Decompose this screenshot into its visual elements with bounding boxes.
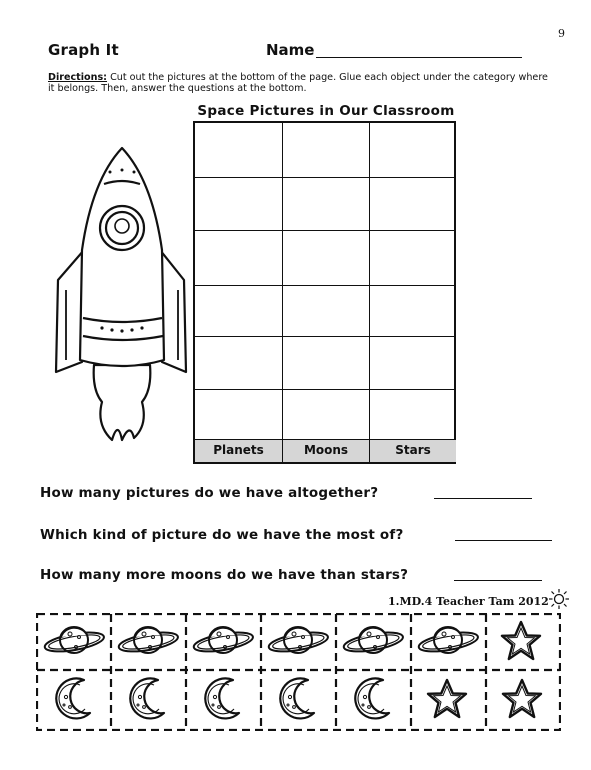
question-1: How many pictures do we have altogether? — [40, 485, 379, 501]
cutout-planet-icon[interactable] — [43, 627, 105, 655]
cutout-planet-icon[interactable] — [117, 627, 179, 655]
answer-line-2[interactable] — [455, 540, 552, 541]
directions — [48, 72, 553, 94]
graph-cell[interactable] — [370, 178, 456, 231]
credit-text: 1.MD.4 Teacher Tam 2012 — [388, 595, 549, 608]
cutout-star-icon[interactable] — [428, 680, 466, 717]
directions-text: Cut out the pictures at the bottom of the page. Glue each object under the category where it belongs. Then, answer the questions at the bottom. — [48, 72, 548, 94]
cutout-planet-icon[interactable] — [192, 627, 254, 655]
answer-line-1[interactable] — [434, 498, 532, 499]
cutout-strip — [36, 613, 561, 731]
picture-graph — [193, 121, 456, 464]
cutout-planet-icon[interactable] — [267, 627, 329, 655]
rocket-icon — [52, 140, 192, 450]
graph-title: Space Pictures in Our Classroom — [197, 103, 455, 119]
category-label-planets: Planets — [195, 440, 283, 462]
graph-cell[interactable] — [370, 337, 456, 390]
category-label-stars: Stars — [370, 440, 456, 462]
graph-cell[interactable] — [195, 231, 283, 286]
cutout-moon-icon[interactable] — [130, 678, 164, 718]
sun-icon — [548, 588, 570, 610]
graph-cell[interactable] — [195, 390, 283, 440]
directions-label: Directions: — [48, 72, 108, 83]
graph-cell[interactable] — [370, 231, 456, 286]
worksheet-title: Graph It — [48, 41, 119, 59]
graph-cell[interactable] — [283, 337, 370, 390]
graph-cell[interactable] — [370, 286, 456, 337]
cutout-moon-icon[interactable] — [355, 678, 389, 718]
graph-cell[interactable] — [195, 337, 283, 390]
graph-cell[interactable] — [370, 123, 456, 178]
graph-cell[interactable] — [283, 178, 370, 231]
name-label: Name — [266, 41, 315, 59]
cutout-planet-icon[interactable] — [417, 627, 479, 655]
page-number: 9 — [558, 27, 565, 40]
graph-cell[interactable] — [283, 286, 370, 337]
graph-cell[interactable] — [195, 123, 283, 178]
cutout-planet-icon[interactable] — [342, 627, 404, 655]
name-line — [316, 57, 522, 58]
cutout-moon-icon[interactable] — [280, 678, 314, 718]
question-3: How many more moons do we have than stars? — [40, 567, 409, 583]
graph-cell[interactable] — [283, 390, 370, 440]
graph-cell[interactable] — [283, 231, 370, 286]
graph-cell[interactable] — [370, 390, 456, 440]
graph-cell[interactable] — [283, 123, 370, 178]
question-2: Which kind of picture do we have the most of? — [40, 527, 404, 543]
cutout-star-icon[interactable] — [502, 622, 540, 659]
cutout-moon-icon[interactable] — [56, 678, 90, 718]
category-label-moons: Moons — [283, 440, 370, 462]
graph-cell[interactable] — [195, 286, 283, 337]
cutout-moon-icon[interactable] — [205, 678, 239, 718]
cutout-star-icon[interactable] — [503, 680, 541, 717]
answer-line-3[interactable] — [454, 580, 542, 581]
graph-cell[interactable] — [195, 178, 283, 231]
